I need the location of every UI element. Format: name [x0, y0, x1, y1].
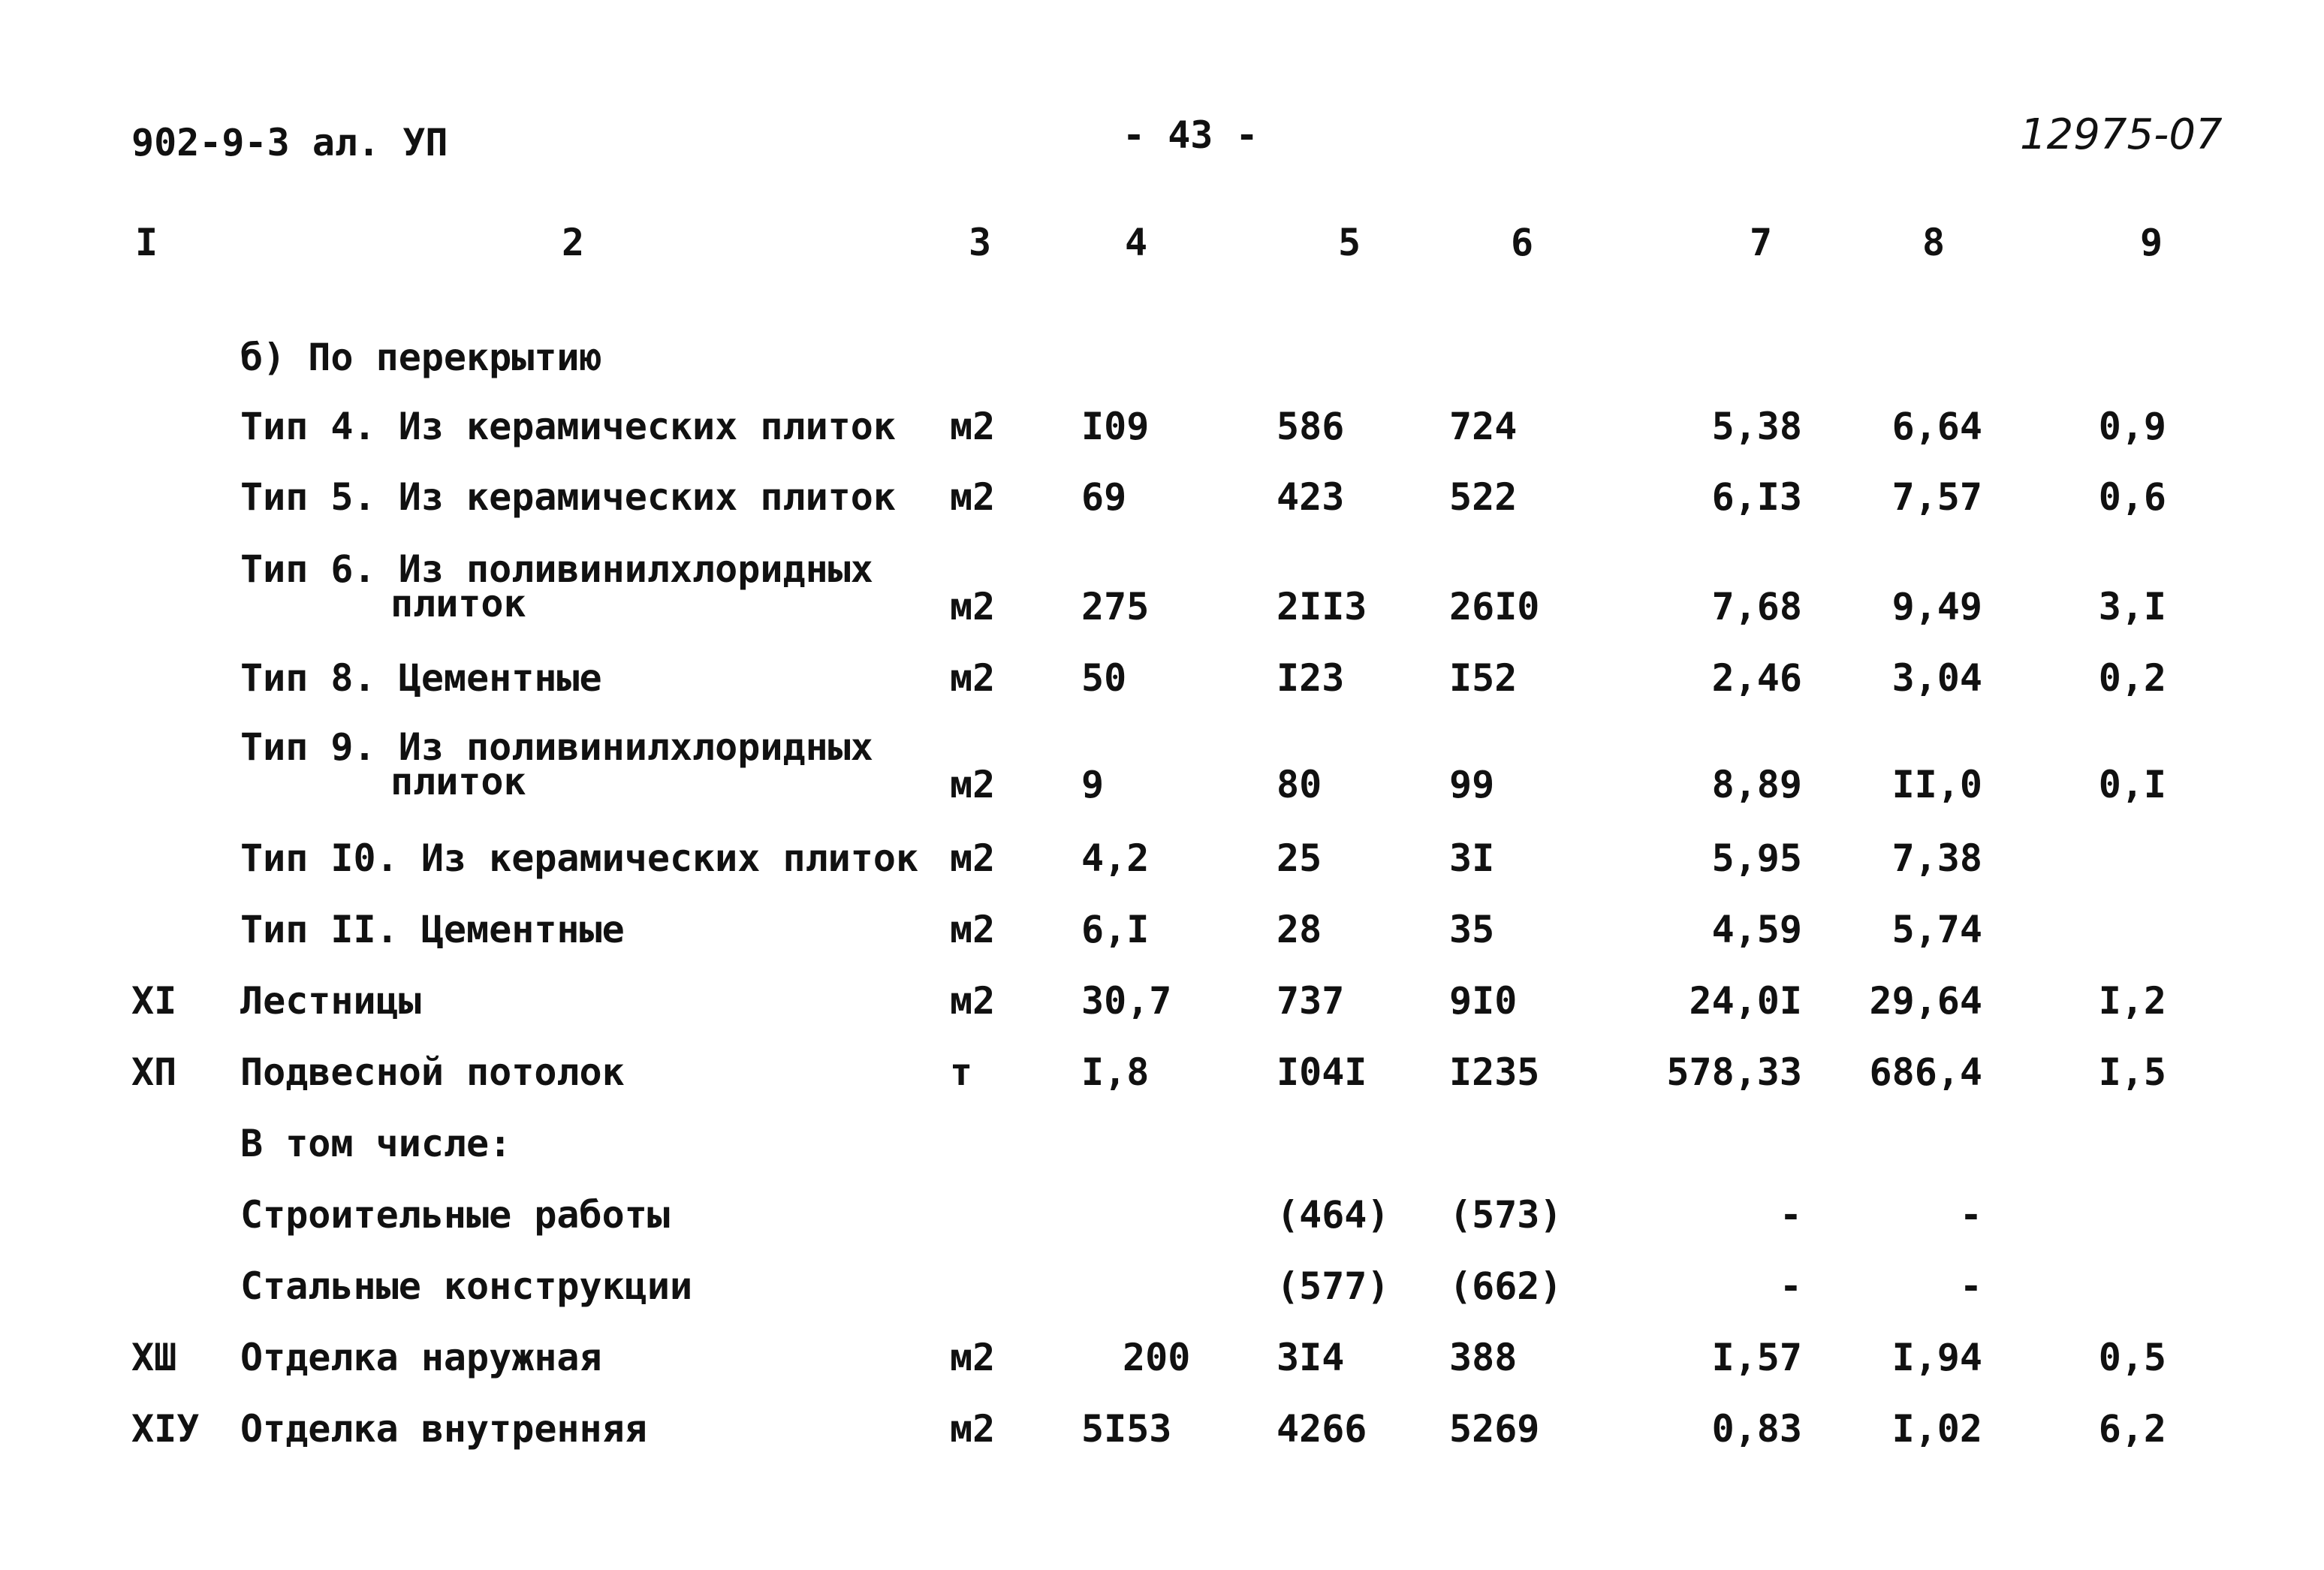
col-5-value: (464) [1277, 1193, 1390, 1237]
quantity: 5I53 [1081, 1407, 1172, 1451]
column-number: 6 [1511, 221, 1534, 264]
col-8-value: I,02 [1891, 1407, 1982, 1451]
item-name-line-1: Тип 6. Из поливинилхлоридных [240, 547, 873, 591]
col-9-value: I,5 [2098, 1050, 2166, 1094]
quantity: 50 [1081, 656, 1127, 700]
col-8-value: 7,57 [1891, 475, 1982, 519]
unit: м2 [950, 405, 996, 448]
item-name: Тип 8. Цементные [240, 656, 602, 700]
col-6-value: 9I0 [1449, 979, 1518, 1023]
section-number: XI [131, 979, 177, 1023]
col-9-value: 0,I [2098, 763, 2166, 806]
col-6-value: 35 [1449, 908, 1495, 951]
col-7-value: I,57 [1711, 1336, 1802, 1379]
unit: т [950, 1050, 973, 1094]
col-8-value: 9,49 [1891, 585, 1982, 628]
col-6-value: (573) [1449, 1193, 1563, 1237]
archive-number: 12975-07 [2020, 110, 2223, 159]
col-5-value: 25 [1277, 836, 1322, 880]
item-name-line-2: плиток [390, 582, 526, 625]
col-6-value: 5269 [1449, 1407, 1540, 1451]
item-name: Стальные конструкции [240, 1264, 693, 1308]
col-9-value: 3,I [2098, 585, 2166, 628]
unit: м2 [950, 1336, 996, 1379]
col-6-value: 724 [1449, 405, 1518, 448]
col-5-value: 80 [1277, 763, 1322, 806]
section-number: XШ [131, 1336, 177, 1379]
quantity: 69 [1081, 475, 1127, 519]
column-number: 5 [1338, 221, 1361, 264]
col-9-value: I,2 [2098, 979, 2166, 1023]
col-8-value: 686,4 [1869, 1050, 1982, 1094]
col-5-value: 4266 [1277, 1407, 1367, 1451]
col-6-value: I52 [1449, 656, 1518, 700]
subheading: В том числе: [240, 1122, 512, 1165]
unit: м2 [950, 1407, 996, 1451]
column-number: 3 [969, 221, 992, 264]
col-7-value: 5,38 [1711, 405, 1802, 448]
col-9-value: 6,2 [2098, 1407, 2166, 1451]
column-number: I [135, 221, 158, 264]
unit: м2 [950, 763, 996, 806]
quantity: 4,2 [1081, 836, 1150, 880]
column-number: 9 [2140, 221, 2163, 264]
column-number: 7 [1750, 221, 1773, 264]
col-5-value: (577) [1277, 1264, 1390, 1308]
unit: м2 [950, 836, 996, 880]
column-number: 2 [562, 221, 585, 264]
col-6-value: (662) [1449, 1264, 1563, 1308]
unit: м2 [950, 908, 996, 951]
item-name [240, 547, 873, 625]
col-8-value: 7,38 [1891, 836, 1982, 880]
col-5-value: 3I4 [1277, 1336, 1345, 1379]
col-7-value: 6,I3 [1711, 475, 1802, 519]
col-9-value: 0,2 [2098, 656, 2166, 700]
col-6-value: 3I [1449, 836, 1495, 880]
col-5-value: 586 [1277, 405, 1345, 448]
page-number: - 43 - [1123, 113, 1258, 157]
col-7-value: 578,33 [1666, 1050, 1802, 1094]
item-name: Лестницы [240, 979, 421, 1023]
document-code: 902-9-3 ал. УП [131, 121, 448, 164]
quantity: 6,I [1081, 908, 1150, 951]
col-5-value: 737 [1277, 979, 1345, 1023]
item-name [240, 725, 873, 803]
col-7-value: 0,83 [1711, 1407, 1802, 1451]
item-name: Отделка наружная [240, 1336, 602, 1379]
item-name: Тип I0. Из керамических плиток [240, 836, 919, 880]
col-8-value: II,0 [1891, 763, 1982, 806]
col-8-value: 29,64 [1869, 979, 1982, 1023]
col-7-value: 4,59 [1711, 908, 1802, 951]
col-7-value: 8,89 [1711, 763, 1802, 806]
col-8-value: I,94 [1891, 1336, 1982, 1379]
item-name: Тип II. Цементные [240, 908, 625, 951]
col-6-value: 522 [1449, 475, 1518, 519]
item-name: Тип 5. Из керамических плиток [240, 475, 896, 519]
unit: м2 [950, 585, 996, 628]
col-9-value: 0,6 [2098, 475, 2166, 519]
item-name-line-1: Тип 9. Из поливинилхлоридных [240, 725, 873, 769]
col-7-value: 7,68 [1711, 585, 1802, 628]
quantity: I,8 [1081, 1050, 1150, 1094]
col-8-value: - [1959, 1193, 1982, 1237]
quantity: 30,7 [1081, 979, 1172, 1023]
item-name: Подвесной потолок [240, 1050, 625, 1094]
col-8-value: 5,74 [1891, 908, 1982, 951]
col-6-value: 26I0 [1449, 585, 1540, 628]
unit: м2 [950, 656, 996, 700]
col-5-value: I04I [1277, 1050, 1367, 1094]
col-6-value: 388 [1449, 1336, 1518, 1379]
item-name: б) По перекрытию [240, 336, 602, 379]
col-5-value: I23 [1277, 656, 1345, 700]
quantity: 275 [1081, 585, 1150, 628]
col-8-value: 6,64 [1891, 405, 1982, 448]
item-name: Отделка внутренняя [240, 1407, 647, 1451]
item-name: Тип 4. Из керамических плиток [240, 405, 896, 448]
col-7-value: 24,0I [1689, 979, 1802, 1023]
item-name-line-2: плиток [390, 760, 526, 803]
col-7-value: 2,46 [1711, 656, 1802, 700]
col-5-value: 28 [1277, 908, 1322, 951]
col-9-value: 0,9 [2098, 405, 2166, 448]
section-number: XП [131, 1050, 177, 1094]
unit: м2 [950, 979, 996, 1023]
col-6-value: 99 [1449, 763, 1495, 806]
quantity: 9 [1081, 763, 1105, 806]
quantity: I09 [1081, 405, 1150, 448]
quantity: 200 [1123, 1336, 1191, 1379]
col-7-value: 5,95 [1711, 836, 1802, 880]
column-number: 8 [1922, 221, 1946, 264]
col-5-value: 423 [1277, 475, 1345, 519]
item-name: Строительные работы [240, 1193, 670, 1237]
unit: м2 [950, 475, 996, 519]
col-9-value: 0,5 [2098, 1336, 2166, 1379]
col-8-value: 3,04 [1891, 656, 1982, 700]
col-5-value: 2II3 [1277, 585, 1367, 628]
col-8-value: - [1959, 1264, 1982, 1308]
col-7-value: - [1779, 1264, 1802, 1308]
column-number: 4 [1125, 221, 1148, 264]
col-6-value: I235 [1449, 1050, 1540, 1094]
section-number: XIУ [131, 1407, 200, 1451]
col-7-value: - [1779, 1193, 1802, 1237]
